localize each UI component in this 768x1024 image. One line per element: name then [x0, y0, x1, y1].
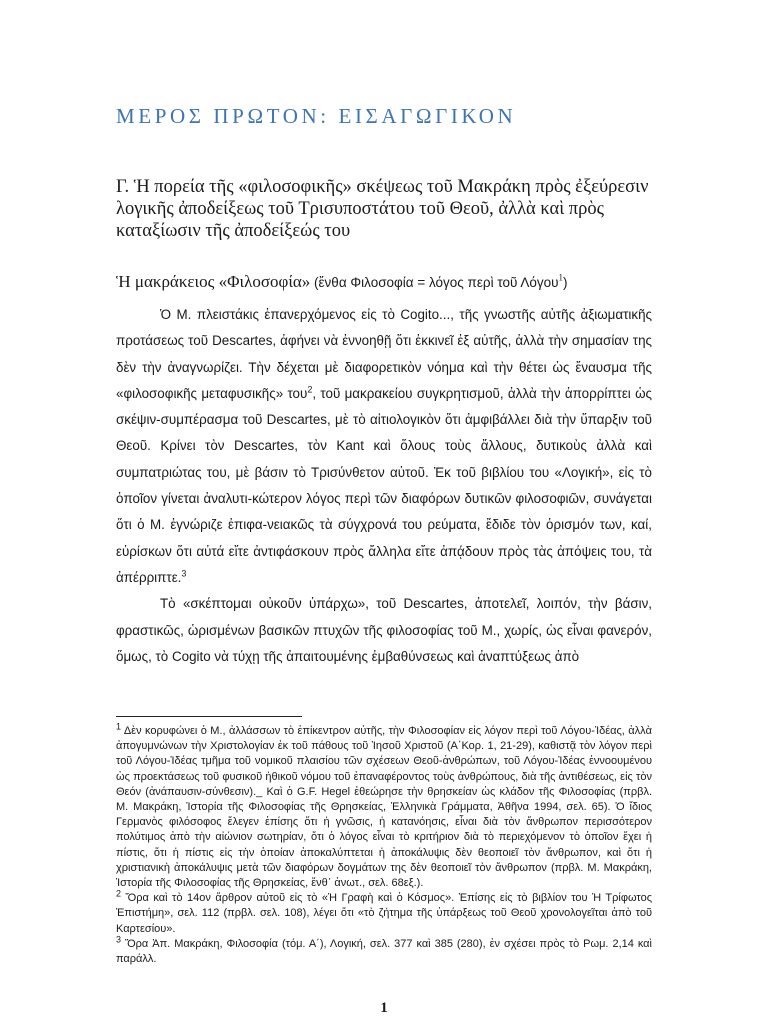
- footnote-3: [116, 934, 652, 967]
- footnote-1-number: 1: [116, 721, 122, 732]
- subheading: [116, 272, 676, 293]
- paragraph-1-part-b: , τοῦ μακρακείου συγκρητισμοῦ, ἀλλὰ τὴν ἀπορρίπτει ὡς σκέψιν-συμπέρασμα τοῦ Descartes, μὲ τὸ αἰτιολογικὸν ὅτι ἀμφιβάλλει διὰ τὴν ὕπαρξιν τοῦ Θεοῦ. Κρίνει τὸν Descartes, τὸν Kant καὶ ὅλους τοὺς ἄλλους, δυτικοὺς ἀλλὰ καὶ συμπατριώτας του, μὲ βάσιν τὸ Τρισύνθετον αὐτοῦ. Ἐκ τοῦ βιβλίου του «Λογική», εἰς τὸ ὁποῖον γίνεται ἀναλυτι-κώτερον λόγος περὶ τῶν διαφόρων δυτικῶν φιλοσοφιῶν, συνάγεται ὅτι ὁ Μ. ἐγνώριζε ἐπιφα-νειακῶς τὰ σύγχρονά του ρεύματα, ἔδιδε τὸν ὁρισμόν των, καί, εὑρίσκων ὅτι αὐτά εἴτε ἀντιφάσκουν πρὸς ἄλληλα εἴτε ἀπᾴδουν πρὸς τὰς ἀπόψεις του, τὰ ἀπέρριπτε.: [116, 385, 653, 585]
- footnote-separator: [116, 716, 302, 717]
- footnote-2-number: 2: [116, 888, 122, 899]
- page-number: 1: [380, 1000, 388, 1016]
- subheading-note-close: ): [563, 275, 568, 290]
- footnote-1-text: Δὲν κορυφώνει ὁ Μ., ἀλλάσσων τὸ ἐπίκεντρον αὐτῆς, τὴν Φιλοσοφίαν εἰς λόγον περὶ τοῦ Λόγου-Ἰδέας, ἀλλὰ ἀπογυμνώνων τὴν Χριστολογίαν ἐκ τοῦ πάθους τοῦ Ἰησοῦ Χριστοῦ (Α΄Κορ. 1, 21-29), καθιστᾷ τὸν λόγον περὶ τοῦ Λόγου-Ἰδέας τμῆμα τοῦ νομικοῦ πλαισίου τῶν σχέσεων Θεοῦ-ἀνθρώπων, τοῦ Λόγου-Ἰδέας ἐννοουμένου ὡς προεκτάσεως τοῦ φυσικοῦ ἠθικοῦ νόμου τοῦ ἐπαναφέροντος τοὺς ἀνθρώπους, διὰ τῆς ἀντιθέσεως, εἰς τὸν Θεόν (ἀνάπαυσιν-σύνθεσιν)._ Καὶ ὁ G.F. Hegel ἐθεώρησε τὴν θρησκείαν ὡς κλάδον τῆς Φιλοσοφίας (πρβλ. Μ. Μακράκη, Ἱστορία τῆς Φιλοσοφίας τῆς Θρησκείας, Ἑλληνικὰ Γράμματα, Ἀθῆνα 1994, σελ. 65). Ὁ ἴδιος Γερμανὸς φιλόσοφος ἔλεγεν ἐπίσης ὅτι ἡ γνῶσις, ἡ κατανόησις, εἶναι διὰ τὸν ἄνθρωπον περισσότερον πολύτιμος ἀπὸ τὴν αἰώνιον σωτηρίαν, ὅτι ὁ λόγος εἶναι τὸ κριτήριον διὰ τὸ περιεχόμενον τὸ ὁποῖον ἔχει ἡ πίστις, ὅτι ἡ πίστις εἰς τὴν ὁποίαν ἀποκαλύπτεται ἡ ἀποκάλυψις δὲν θεοποιεῖ τὸν ἄνθρωπον, καὶ ὅτι ἡ χριστιανικὴ ἀποκάλυψις μετὰ τῶν διαφόρων δογμάτων της δὲν θεοποιεῖ τὸν ἄνθρωπον (πρβλ. Μ. Μακράκη, Ἱστορία τῆς Φιλοσοφίας τῆς Θρησκείας, ἔνθ᾽ ἀνωτ., σελ. 68εξ.).: [116, 725, 652, 890]
- footnote-3-number: 3: [116, 934, 122, 945]
- footnote-3-text: Ὅρα Ἀπ. Μακράκη, Φιλοσοφία (τόμ. Α΄), Λογική, σελ. 377 καὶ 385 (280), ἐν σχέσει πρὸς τὸ Ρωμ. 2,14 καὶ παράλλ.: [116, 937, 652, 966]
- footnote-ref-1: 1: [558, 272, 564, 283]
- footnote-2: [116, 888, 652, 937]
- paragraph-2: Τὸ «σκέπτομαι οὐκοῦν ὑπάρχω», τοῦ Descartes, ἀποτελεῖ, λοιπόν, τὴν βάσιν, φραστικῶς, ὡρισμένων βασικῶν πτυχῶν τῆς φιλοσοφίας τοῦ Μ., χωρίς, ὡς εἶναι φανερόν, ὅμως, τὸ Cogito νὰ τύχῃ τῆς ἀπαιτουμένης ἐμβαθύνσεως καὶ ἀναπτύξεως ἀπὸ: [116, 596, 652, 664]
- paragraph-1: [116, 302, 652, 591]
- footnote-ref-3: 3: [181, 568, 187, 579]
- paragraph-1-part-a: Ὁ Μ. πλειστάκις ἐπανερχόμενος εἰς τὸ Cogito..., τῆς γνωστῆς αὐτῆς ἀξιωματικῆς προτάσεως τοῦ Descartes, ἀφήνει νὰ ἐννοηθῇ ὅτι ἐκκινεῖ ἐξ αὐτῆς, ἀλλὰ τὴν σημασίαν της δὲν τὴν ἀναγνωρίζει. Τὴν δέχεται μὲ διαφορετικὸν νόημα καὶ τὴν θέτει ὡς ἔναυσμα τῆς «φιλοσοφικῆς μεταφυσικῆς» του: [116, 307, 652, 401]
- part-title: ΜΕΡΟΣ ΠΡΩΤΟΝ: ΕΙΣΑΓΩΓΙΚΟΝ: [116, 104, 517, 128]
- footnote-ref-2: 2: [307, 384, 313, 395]
- subheading-title: Ἡ μακράκειος «Φιλοσοφία»: [116, 272, 311, 291]
- footnotes: [116, 721, 652, 967]
- body-text: [116, 302, 652, 670]
- section-heading: Γ. Ἡ πορεία τῆς «φιλοσοφικῆς» σκέψεως τοῦ Μακράκη πρὸς ἐξεύρεσιν λογικῆς ἀποδείξεως τοῦ Τρισυποστάτου τοῦ Θεοῦ, ἀλλὰ καὶ πρὸς καταξίωσιν τῆς ἀποδείξεώς του: [116, 177, 649, 241]
- footnote-2-text: Ὅρα καὶ τὸ 14ον ἄρθρον αὐτοῦ εἰς τὸ «Ἡ Γραφὴ καὶ ὁ Κόσμος». Ἐπίσης εἰς τὸ βιβλίον του Ἡ Τρίφωτος Ἐπιστήμη», σελ. 112 (πρβλ. σελ. 108), λέγει ὅτι «τὸ ζήτημα τῆς ὑπάρξεως τοῦ Θεοῦ χρονολογεῖται ἀπὸ τοῦ Καρτεσίου».: [116, 892, 652, 935]
- subheading-note: (ἔνθα Φιλοσοφία = λόγος περὶ τοῦ Λόγου: [310, 275, 559, 290]
- footnote-1: [116, 721, 652, 891]
